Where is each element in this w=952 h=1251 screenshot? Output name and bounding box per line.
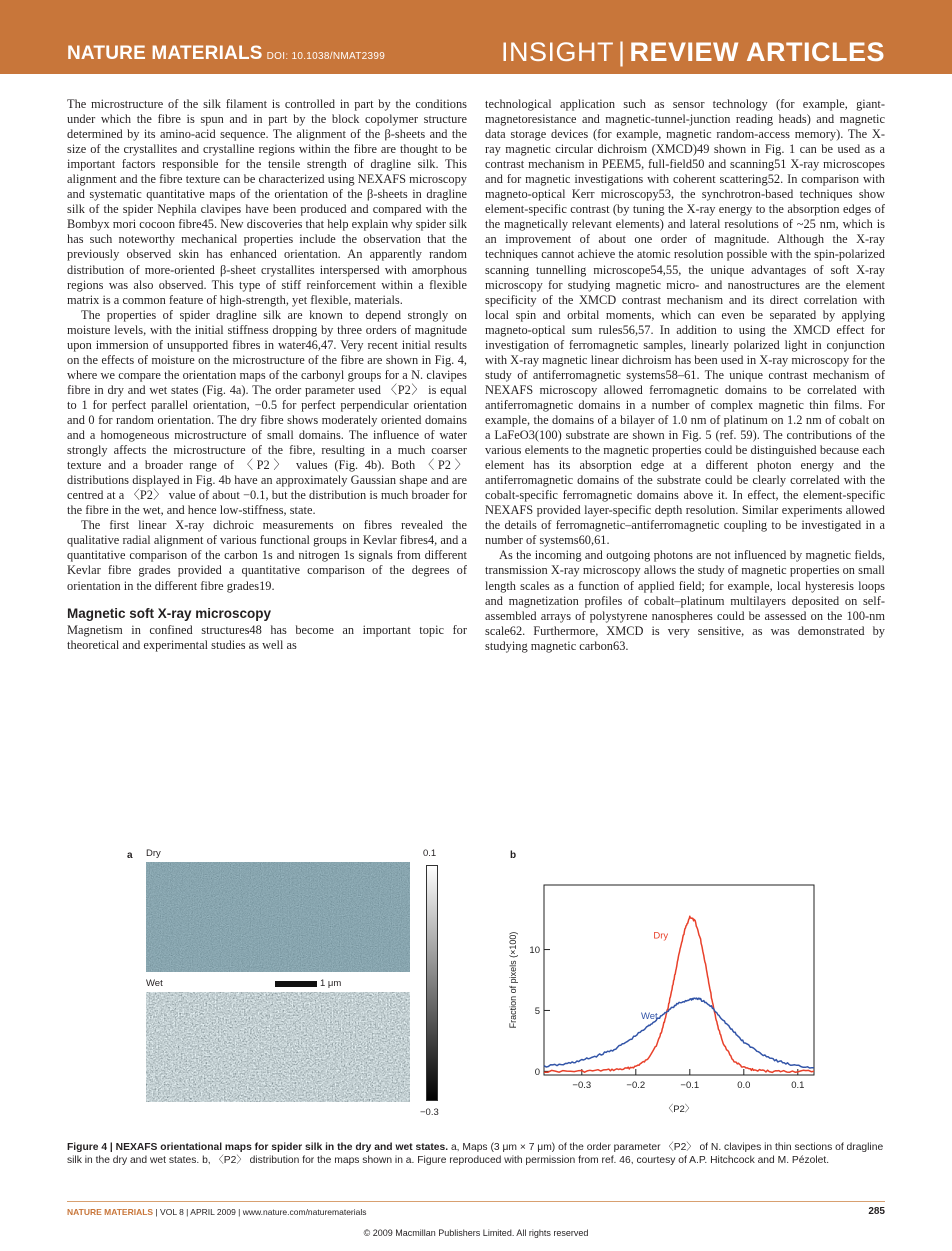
wet-orientation-map: [146, 992, 410, 1102]
legend-label-dry: Dry: [653, 930, 669, 942]
section-heading: Magnetic soft X-ray microscopy: [67, 605, 272, 621]
page-number: 285: [868, 1206, 885, 1217]
footer-info: NATURE MATERIALS | VOL 8 | APRIL 2009 | www.nature.com/naturematerials: [67, 1207, 367, 1217]
plot-frame: [544, 885, 814, 1075]
y-axis-label: Fraction of pixels (×100): [508, 931, 518, 1029]
copyright: © 2009 Macmillan Publishers Limited. All rights reserved: [363, 1228, 589, 1238]
colorbar: [426, 865, 438, 1101]
journal-name: NATURE MATERIALS DOI: 10.1038/NMAT2399: [67, 43, 386, 64]
colorbar-max-label: 0.1: [423, 848, 437, 859]
scale-bar-label: 1 μm: [320, 978, 342, 989]
right-column: [485, 97, 885, 654]
doi: DOI: 10.1038/NMAT2399: [266, 51, 386, 62]
y-tick-label: 5: [534, 1005, 540, 1017]
dry-orientation-map: [146, 862, 410, 972]
x-axis-label: 〈P2〉: [663, 1104, 695, 1115]
series-line-wet: [544, 998, 814, 1068]
figure-4: [100, 845, 880, 1135]
wet-map-label: Wet: [146, 978, 163, 989]
paragraph: technological application such as sensor technology (for example, giant-magnetoresistance and magnetic-tunnel-junction reading heads) and magnetic data storage devices (for example, magnetic random-access memory). The X-ray magnetic circular dichroism (XMCD)49 shown in Fig. 1 can be used as a contrast mechanism in PEEM5, full-field50 and scanning51 X-ray microscopes and for magnetic investigations with coherent scattering52. In comparison with magneto-optical Kerr microscopy53, the synchrotron-based techniques show element-specific contrast (by tuning the X-ray energy to the absorption edges of the magnetically relevant elements) and lateral resolutions of ~25 nm, which is an improvement of about one order of magnitude. Although the X-ray techniques cannot achieve the atomic resolution possible with the spin-polarized scanning tunnelling microscope54,55, the unique advantages of soft X-ray microscopy for studying magnetic micro- and nanostructures are the element specificity of the XMCD contrast mechanism and its direct correlation with local spin and orbital moments, which can even be separated by applying magneto-optical sum rules56,57. In addition to using the XMCD effect for investigation of ferromagnetic samples, linearly polarized light in conjunction with X-ray magnetic linear dichroism has been used in X-ray microscopy for the study of antiferromagnetic systems58–61. The unique contrast mechanism of NEXAFS microscopy allowed ferromagnetic domains to be correlated with antiferromagnetic domains in a number of complex magnetic thin films. For example, the domains of a bilayer of 1.0 nm of platinum on 1.2 nm of cobalt on a LaFeO3(100) substrate are shown in Fig. 5 (ref. 59). The contributions of the various elements to the magnetic properties could be distinguished because each element has its absorption edge at a different photon energy and the antiferromagnetic domains of the substrate could be clearly correlated with the cobalt-specific ferromagnetic domains above it. In effect, the element-specific NEXAFS provided layer-specific depth resolution. Similar experiments allowed the details of ferromagnetic–antiferromagnetic coupling to be investigated in a number of systems60,61.: [485, 97, 885, 548]
x-tick-label: 0.0: [737, 1080, 751, 1091]
p2-distribution-chart: [500, 875, 830, 1125]
panel-a-letter: a: [127, 850, 133, 861]
section-title: INSIGHT | REVIEW ARTICLES: [500, 37, 885, 67]
x-tick-label: −0.3: [572, 1080, 592, 1091]
scale-bar: [275, 981, 317, 987]
x-tick-label: 0.1: [791, 1080, 805, 1091]
figure-caption: Figure 4 | NEXAFS orientational maps for spider silk in the dry and wet states. a, Maps (3 μm × 7 μm) of the order parameter 〈P2〉 of N. clavipes in thin sections of dragline silk in the dry and wet states. b, 〈P2〉 distribution for the maps shown in a. Figure reproduced with permission from ref. 46, courtesy of A.P. Hitchcock and M. Pézolet.: [67, 1142, 884, 1166]
series-line-dry: [544, 916, 814, 1072]
colorbar-min-label: −0.3: [420, 1107, 439, 1118]
paragraph: The properties of spider dragline silk are known to depend strongly on moisture levels, with the initial stiffness dropping by three orders of magnitude upon immersion of unsupported fibres in water46,47. Very recent initial results on the effects of moisture on the microstructure of the fibre are shown in Fig. 4, where we compare the orientation maps of the carbonyl groups for a N. clavipes fibre in dry and wet states (Fig. 4a). The order parameter used 〈P2〉 is equal to 1 for perfect parallel orientation, −0.5 for perfect perpendicular orientation and 0 for random orientation. The dry fibre shows moderately oriented domains and a homogeneous microstructure of small domains. The influence of water strongly affects the microstructure of the fibre, resulting in a much coarser texture and a broader range of 〈P2〉 values (Fig. 4b). Both 〈P2〉 distributions displayed in Fig. 4b have an approximately Gaussian shape and are centred at a 〈P2〉 value of about −0.1, but the distribution is much broader for the fibre in the wet, and hence low-stiffness, state.: [67, 307, 467, 518]
paragraph: Magnetism in confined structures48 has become an important topic for theoretical and experimental studies as well as: [67, 622, 467, 652]
y-tick-label: 0: [534, 1066, 540, 1078]
y-tick-label: 10: [529, 945, 540, 957]
paragraph: The microstructure of the silk filament is controlled in part by the conditions under which the fibre is spun and in part by the block copolymer structure determined by its amino-acid sequence. The alignment of the β-sheets and the size of the crystallites and crystalline regions within the fibre are thought to be important factors responsible for the tensile strength of dragline silk. This alignment and the fibre texture can be characterized using NEXAFS microscopy and systematic quantitative maps of the orientation of the β-sheets in dragline silk of the spider Nephila clavipes have been produced and compared with the Bombyx mori cocoon fibre45. New discoveries that help explain why spider silk has such noteworthy mechanical properties include the observation that the previously observed skin has enhanced orientation. An apparently random distribution of more-oriented β-sheet crystallites interspersed with amorphous regions was also observed. This type of stiff reinforcement within a flexible matrix is a common feature of high-strength, yet flexible, materials.: [67, 97, 467, 307]
dry-map-label: Dry: [146, 848, 161, 859]
paragraph: The first linear X-ray dichroic measurements on fibres revealed the qualitative radial alignment of various functional groups in Kevlar fibres4, and a quantitative comparison of the carbon 1s and nitrogen 1s signals from different Kevlar fibre grades provided a quantitative comparison of the degrees of orientation in the different fibre grades19.: [67, 518, 467, 593]
legend-label-wet: Wet: [640, 1010, 658, 1022]
panel-b-letter: b: [510, 850, 517, 861]
x-tick-label: −0.1: [680, 1080, 700, 1091]
x-tick-label: −0.2: [626, 1080, 646, 1091]
paragraph: As the incoming and outgoing photons are not influenced by magnetic fields, transmission X-ray microscopy allows the study of magnetic properties on small length scales as a function of applied field; for example, local hysteresis loops and magnetization profiles of cobalt–platinum multilayers deposited on self-assembled arrays of polystyrene nanospheres could be assessed on the 100-nm scale62. Furthermore, XMCD is very sensitive, as was demonstrated by studying magnetic carbon63.: [485, 548, 885, 653]
footer-divider: [67, 1201, 885, 1202]
page-header: [0, 0, 952, 74]
left-column: [67, 97, 467, 653]
